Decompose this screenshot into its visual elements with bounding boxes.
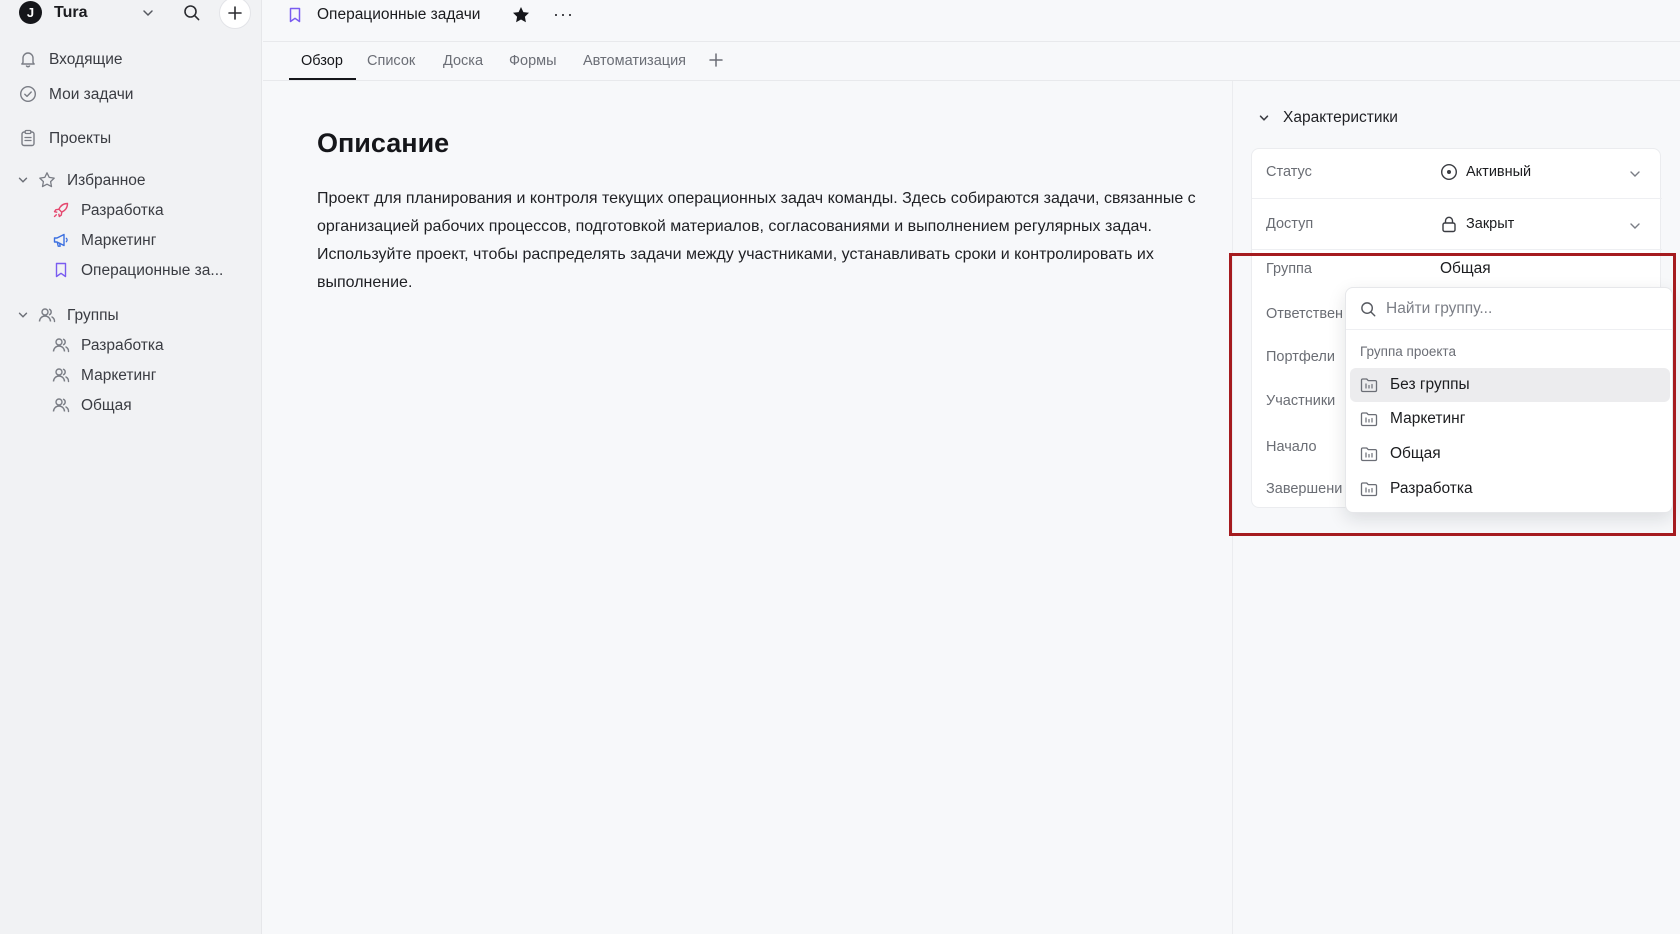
tab-board[interactable]: Доска xyxy=(443,53,484,69)
folder-icon xyxy=(1360,377,1378,393)
sidebar-item-group-marketing[interactable] xyxy=(0,361,262,389)
star-icon[interactable] xyxy=(511,5,531,25)
users-icon xyxy=(38,306,56,324)
property-label: Статус xyxy=(1266,164,1312,180)
view-tabs xyxy=(263,43,1680,81)
project-title[interactable]: Операционные задачи xyxy=(317,6,481,23)
lock-icon xyxy=(1440,215,1458,233)
group-option-general[interactable] xyxy=(1350,437,1670,471)
add-tab-icon[interactable] xyxy=(709,53,723,67)
sidebar-item-label: Разработка xyxy=(81,337,164,354)
tab-overview[interactable]: Обзор xyxy=(301,53,343,69)
sidebar-item-inbox[interactable] xyxy=(0,45,262,73)
sidebar-item-fav-operations[interactable] xyxy=(0,256,262,284)
description-text[interactable]: Проект для планирования и контроля текущих операционных задач команды. Здесь собираются задачи, связанные с организацией рабочих процессов, подготовкой материалов, согласованиями и выполнением регулярных задач. Используйте проект, чтобы распределять задачи между участниками, устанавливать сроки и контролировать их выполнение. xyxy=(317,190,1196,291)
group-search-input[interactable] xyxy=(1386,297,1656,321)
property-label-assignee[interactable]: Ответствен xyxy=(1266,306,1344,322)
users-icon xyxy=(52,396,70,414)
search-icon xyxy=(1360,301,1377,318)
users-icon xyxy=(52,336,70,354)
active-tab-indicator xyxy=(289,78,356,80)
sidebar-item-fav-marketing[interactable] xyxy=(0,226,262,254)
sidebar-item-label: Разработка xyxy=(81,202,164,219)
group-option-label: Без группы xyxy=(1390,376,1470,393)
users-icon xyxy=(52,366,70,384)
tab-forms[interactable]: Формы xyxy=(509,53,557,69)
dropdown-section-label: Группа проекта xyxy=(1360,344,1456,359)
folder-icon xyxy=(1360,481,1378,497)
plus-icon xyxy=(228,6,242,20)
star-outline-icon xyxy=(38,171,56,189)
chevron-down-icon xyxy=(17,174,29,186)
bell-icon xyxy=(19,50,37,68)
chevron-down-icon[interactable] xyxy=(1628,167,1642,181)
property-status[interactable] xyxy=(1252,149,1662,199)
sidebar xyxy=(0,0,262,934)
chevron-down-icon xyxy=(1258,112,1270,124)
property-value[interactable]: Закрыт xyxy=(1440,215,1514,233)
sidebar-section-groups[interactable] xyxy=(0,301,262,329)
workspace-name: Tura xyxy=(54,4,88,21)
group-option-none[interactable] xyxy=(1350,368,1670,402)
sidebar-section-label: Избранное xyxy=(67,172,146,189)
sidebar-item-group-general[interactable] xyxy=(0,391,262,419)
rocket-icon xyxy=(52,201,70,219)
property-label-members[interactable]: Участники xyxy=(1266,393,1336,409)
sidebar-item-my-tasks[interactable] xyxy=(0,80,262,108)
property-value[interactable]: Активный xyxy=(1440,163,1531,181)
group-option-development[interactable] xyxy=(1350,472,1670,506)
sidebar-item-group-development[interactable] xyxy=(0,331,262,359)
group-search xyxy=(1346,288,1672,330)
sidebar-item-projects[interactable] xyxy=(0,124,262,152)
chevron-down-icon[interactable] xyxy=(141,6,155,20)
sidebar-item-label: Маркетинг xyxy=(81,232,157,249)
check-circle-icon xyxy=(19,85,37,103)
description-title: Описание xyxy=(317,128,450,158)
chevron-down-icon xyxy=(17,309,29,321)
sidebar-item-label: Операционные за... xyxy=(81,262,224,279)
property-label: Группа xyxy=(1266,261,1312,277)
tab-automation[interactable]: Автоматизация xyxy=(583,53,687,69)
property-label-portfolios[interactable]: Портфели xyxy=(1266,349,1335,365)
sidebar-item-label: Входящие xyxy=(49,51,123,68)
bookmark-icon xyxy=(52,261,70,279)
group-dropdown xyxy=(1345,287,1673,513)
property-label-end[interactable]: Завершени xyxy=(1266,481,1343,497)
property-value[interactable]: Общая xyxy=(1440,260,1491,277)
sidebar-section-favorites[interactable] xyxy=(0,166,262,194)
property-label-start[interactable]: Начало xyxy=(1266,439,1317,455)
status-circle-icon xyxy=(1440,163,1458,181)
sidebar-item-label: Общая xyxy=(81,397,132,414)
sidebar-item-fav-development[interactable] xyxy=(0,196,262,224)
megaphone-icon xyxy=(52,231,70,249)
property-label: Доступ xyxy=(1266,216,1314,232)
folder-icon xyxy=(1360,411,1378,427)
group-option-label: Маркетинг xyxy=(1390,410,1466,427)
properties-title: Характеристики xyxy=(1283,109,1398,126)
bookmark-icon xyxy=(286,6,304,24)
group-option-marketing[interactable] xyxy=(1350,402,1670,436)
search-icon[interactable] xyxy=(183,4,201,22)
panel-divider xyxy=(1232,81,1233,934)
tab-list[interactable]: Список xyxy=(367,53,416,69)
chevron-down-icon[interactable] xyxy=(1628,219,1642,233)
properties-header[interactable] xyxy=(1258,107,1398,129)
property-access[interactable] xyxy=(1252,200,1662,250)
group-option-label: Общая xyxy=(1390,445,1441,462)
sidebar-item-label: Мои задачи xyxy=(49,86,134,103)
sidebar-section-label: Группы xyxy=(67,307,119,324)
project-header xyxy=(263,0,1680,42)
workspace-logo: J xyxy=(19,1,42,24)
folder-icon xyxy=(1360,446,1378,462)
sidebar-item-label: Проекты xyxy=(49,130,112,147)
clipboard-icon xyxy=(19,129,37,147)
group-option-label: Разработка xyxy=(1390,480,1473,497)
more-options-button[interactable]: ··· xyxy=(553,4,574,24)
sidebar-item-label: Маркетинг xyxy=(81,367,157,384)
